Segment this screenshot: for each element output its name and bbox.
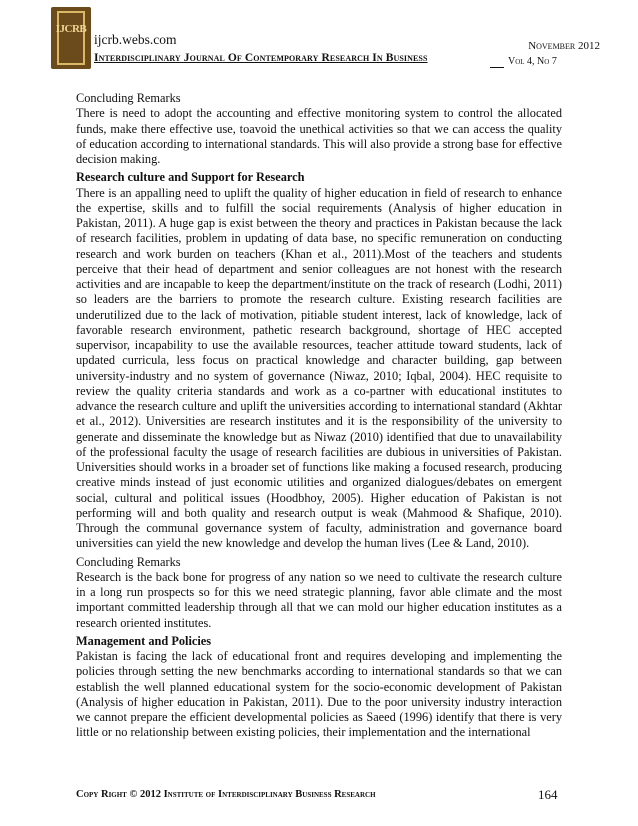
paragraph: There is an appalling need to uplift the quality of higher education in field of research to enhance the expertise, skills and to fulfill the social requirements (Analysis of higher education in Pakistan, 2011). A huge gap is exist between the theory and practices in Pakistan because the lack of research facilities, problem in updating of data base, no specific remuneration on conducting research and work burden on teachers (Khan et al., 2011).Most of the teachers and students perceive that their head of department and senior colleagues are not honest with the research activities and are incapable to keep the department/institute on the track of research (Lodhi, 2011) so leaders are the barriers to promote the research culture. Existing research facilities are underutilized due to the lack of motivation, pitiable student interest, lack of knowledge, lack of favorable research environment, pathetic research background, shortage of HEC accepted supervisor, incapability to use the available resources, teacher attitude toward students, lack of updated curricula, less focus on practical knowledge and character building, gap between university-industry and no system of governance (Niwaz, 2010; Iqbal, 2004). HEC requisite to review the quality criteria standards and work as a co-partner with educational institutes to advance the research culture and uplift the universities according to international standard (Akhtar et al., 2012). Universities are research institutes and it is the responsibility of the university to generate and disseminate the knowledge but as Niwaz (2010) identified that due to unavailability of the professional faculty the usage of research facilities are dubious in universities of Pakistan. Universities should works in a broader set of functions like making a focused research, producing creative minds instead of just economic utilities and organized dialogues/debates on emergent social, cultural and political issues (Hoodbhoy, 2005). Higher education of Pakistan is not performing will and both quality and research output is weak (Mahmood & Shafique, 2010). Through the communal governance system of faculty, administration and governance board universities can yield the new knowledge and develop the human lives (Lee & Land, 2010).	[76, 185, 562, 551]
paragraph: There is need to adopt the accounting and effective monitoring system to control the allocated funds, make there effective use, toavoid the unethical activities so that we can access the quality of education according to international standards. This will also provide a strong base for effective decision making.	[76, 106, 562, 166]
issue-volume: Vol 4, No 7	[508, 56, 557, 67]
site-url: ijcrb.webs.com	[94, 32, 177, 47]
journal-title: Interdisciplinary Journal Of Contemporary Research In Business	[94, 52, 428, 64]
paragraph: Pakistan is facing the lack of educational front and requires developing and implementing the policies through setting the new benchmarks according to international standards so that we can establish the well planned educational system for the socio-economic development of Pakistan (Analysis of higher education in Pakistan, 2011). Due to the poor university industry interaction we cannot prepare the efficient developmental policies as Saeed (1996) identify that there is very little or no relationship between existing policies, their implementation and the international	[76, 649, 562, 740]
issue-date: November 2012	[528, 40, 600, 52]
page-number: 164	[538, 787, 558, 802]
section-heading: Management and Policies	[76, 633, 212, 648]
paragraph: Research is the back bone for progress of any nation so we need to cultivate the research culture in a long run prospects so for this we need strategic planning, favor able climate and the most important committed leadership through all that we can mold our higher education institutes as a research oriented institutes.	[76, 569, 562, 630]
section-heading: Concluding Remarks	[76, 91, 181, 105]
copyright-footer: Copy Right © 2012 Institute of Interdisciplinary Business Research	[76, 789, 376, 800]
journal-logo	[51, 7, 91, 69]
header-rule	[490, 67, 504, 68]
article-body	[76, 91, 562, 744]
logo-text: IJCRB	[55, 23, 87, 35]
section-heading: Research culture and Support for Research	[76, 170, 305, 185]
section-heading: Concluding Remarks	[76, 554, 181, 569]
